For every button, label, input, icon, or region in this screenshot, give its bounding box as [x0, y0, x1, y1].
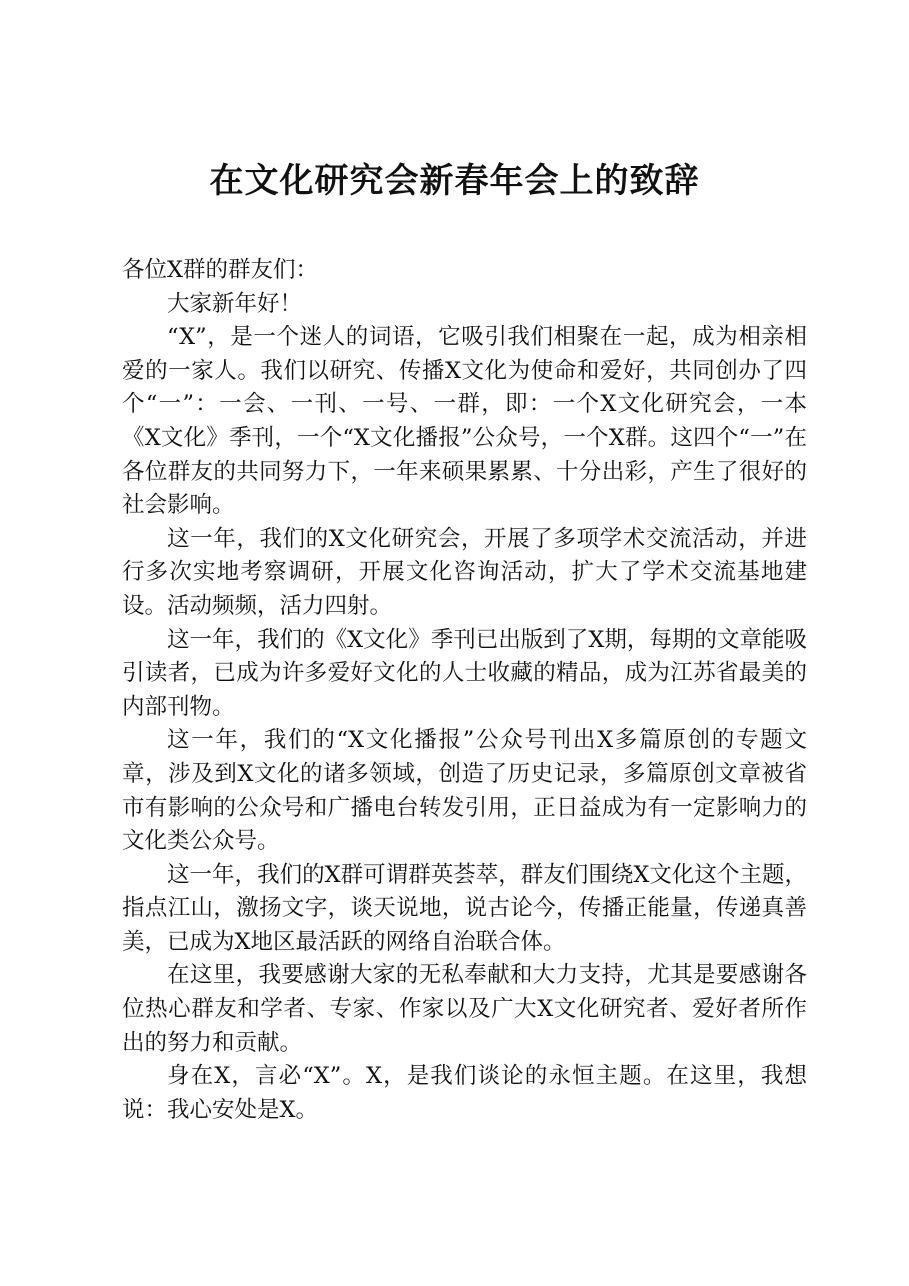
paragraph: 这一年，我们的X文化研究会，开展了多项学术交流活动，并进行多次实地考察调研，开展文化咨询活动，扩大了学术交流基地建设。活动频频，活力四射。	[122, 525, 807, 619]
paragraph: 这一年，我们的《X文化》季刊已出版到了X期，每期的文章能吸引读者，已成为许多爱好文化的人士收藏的精品，成为江苏省最美的内部刊物。	[122, 626, 807, 720]
paragraph: 这一年，我们的“X文化播报”公众号刊出X多篇原创的专题文章，涉及到X文化的诸多领域，创造了历史记录，多篇原创文章被省市有影响的公众号和广播电台转发引用，正日益成为有一定影响力的文化类公众号。	[122, 727, 807, 855]
paragraph: 在这里，我要感谢大家的无私奉献和大力支持，尤其是要感谢各位热心群友和学者、专家、作家以及广大X文化研究者、爱好者所作出的努力和贡献。	[122, 962, 807, 1056]
document-title: 在文化研究会新春年会上的致辞	[209, 161, 700, 201]
document-body	[122, 254, 807, 1127]
paragraph: 身在X，言必“X”。X，是我们谈论的永恒主题。在这里，我想说：我心安处是X。	[122, 1063, 807, 1123]
paragraph: “X”，是一个迷人的词语，它吸引我们相聚在一起，成为相亲相爱的一家人。我们以研究、传播X文化为使命和爱好，共同创办了四个“一”：一会、一刊、一号、一群，即：一个X文化研究会，一本《X文化》季刊，一个“X文化播报”公众号，一个X群。这四个“一”在各位群友的共同努力下，一年来硕果累累、十分出彩，产生了很好的社会影响。	[122, 324, 807, 519]
greeting: 大家新年好！	[167, 290, 303, 317]
salutation: 各位X群的群友们：	[122, 257, 319, 283]
paragraph: 这一年，我们的X群可谓群英荟萃，群友们围绕X文化这个主题，指点江山，激扬文字，谈天说地，说古论今，传播正能量，传递真善美，已成为X地区最活跃的网络自治联合体。	[122, 861, 807, 955]
